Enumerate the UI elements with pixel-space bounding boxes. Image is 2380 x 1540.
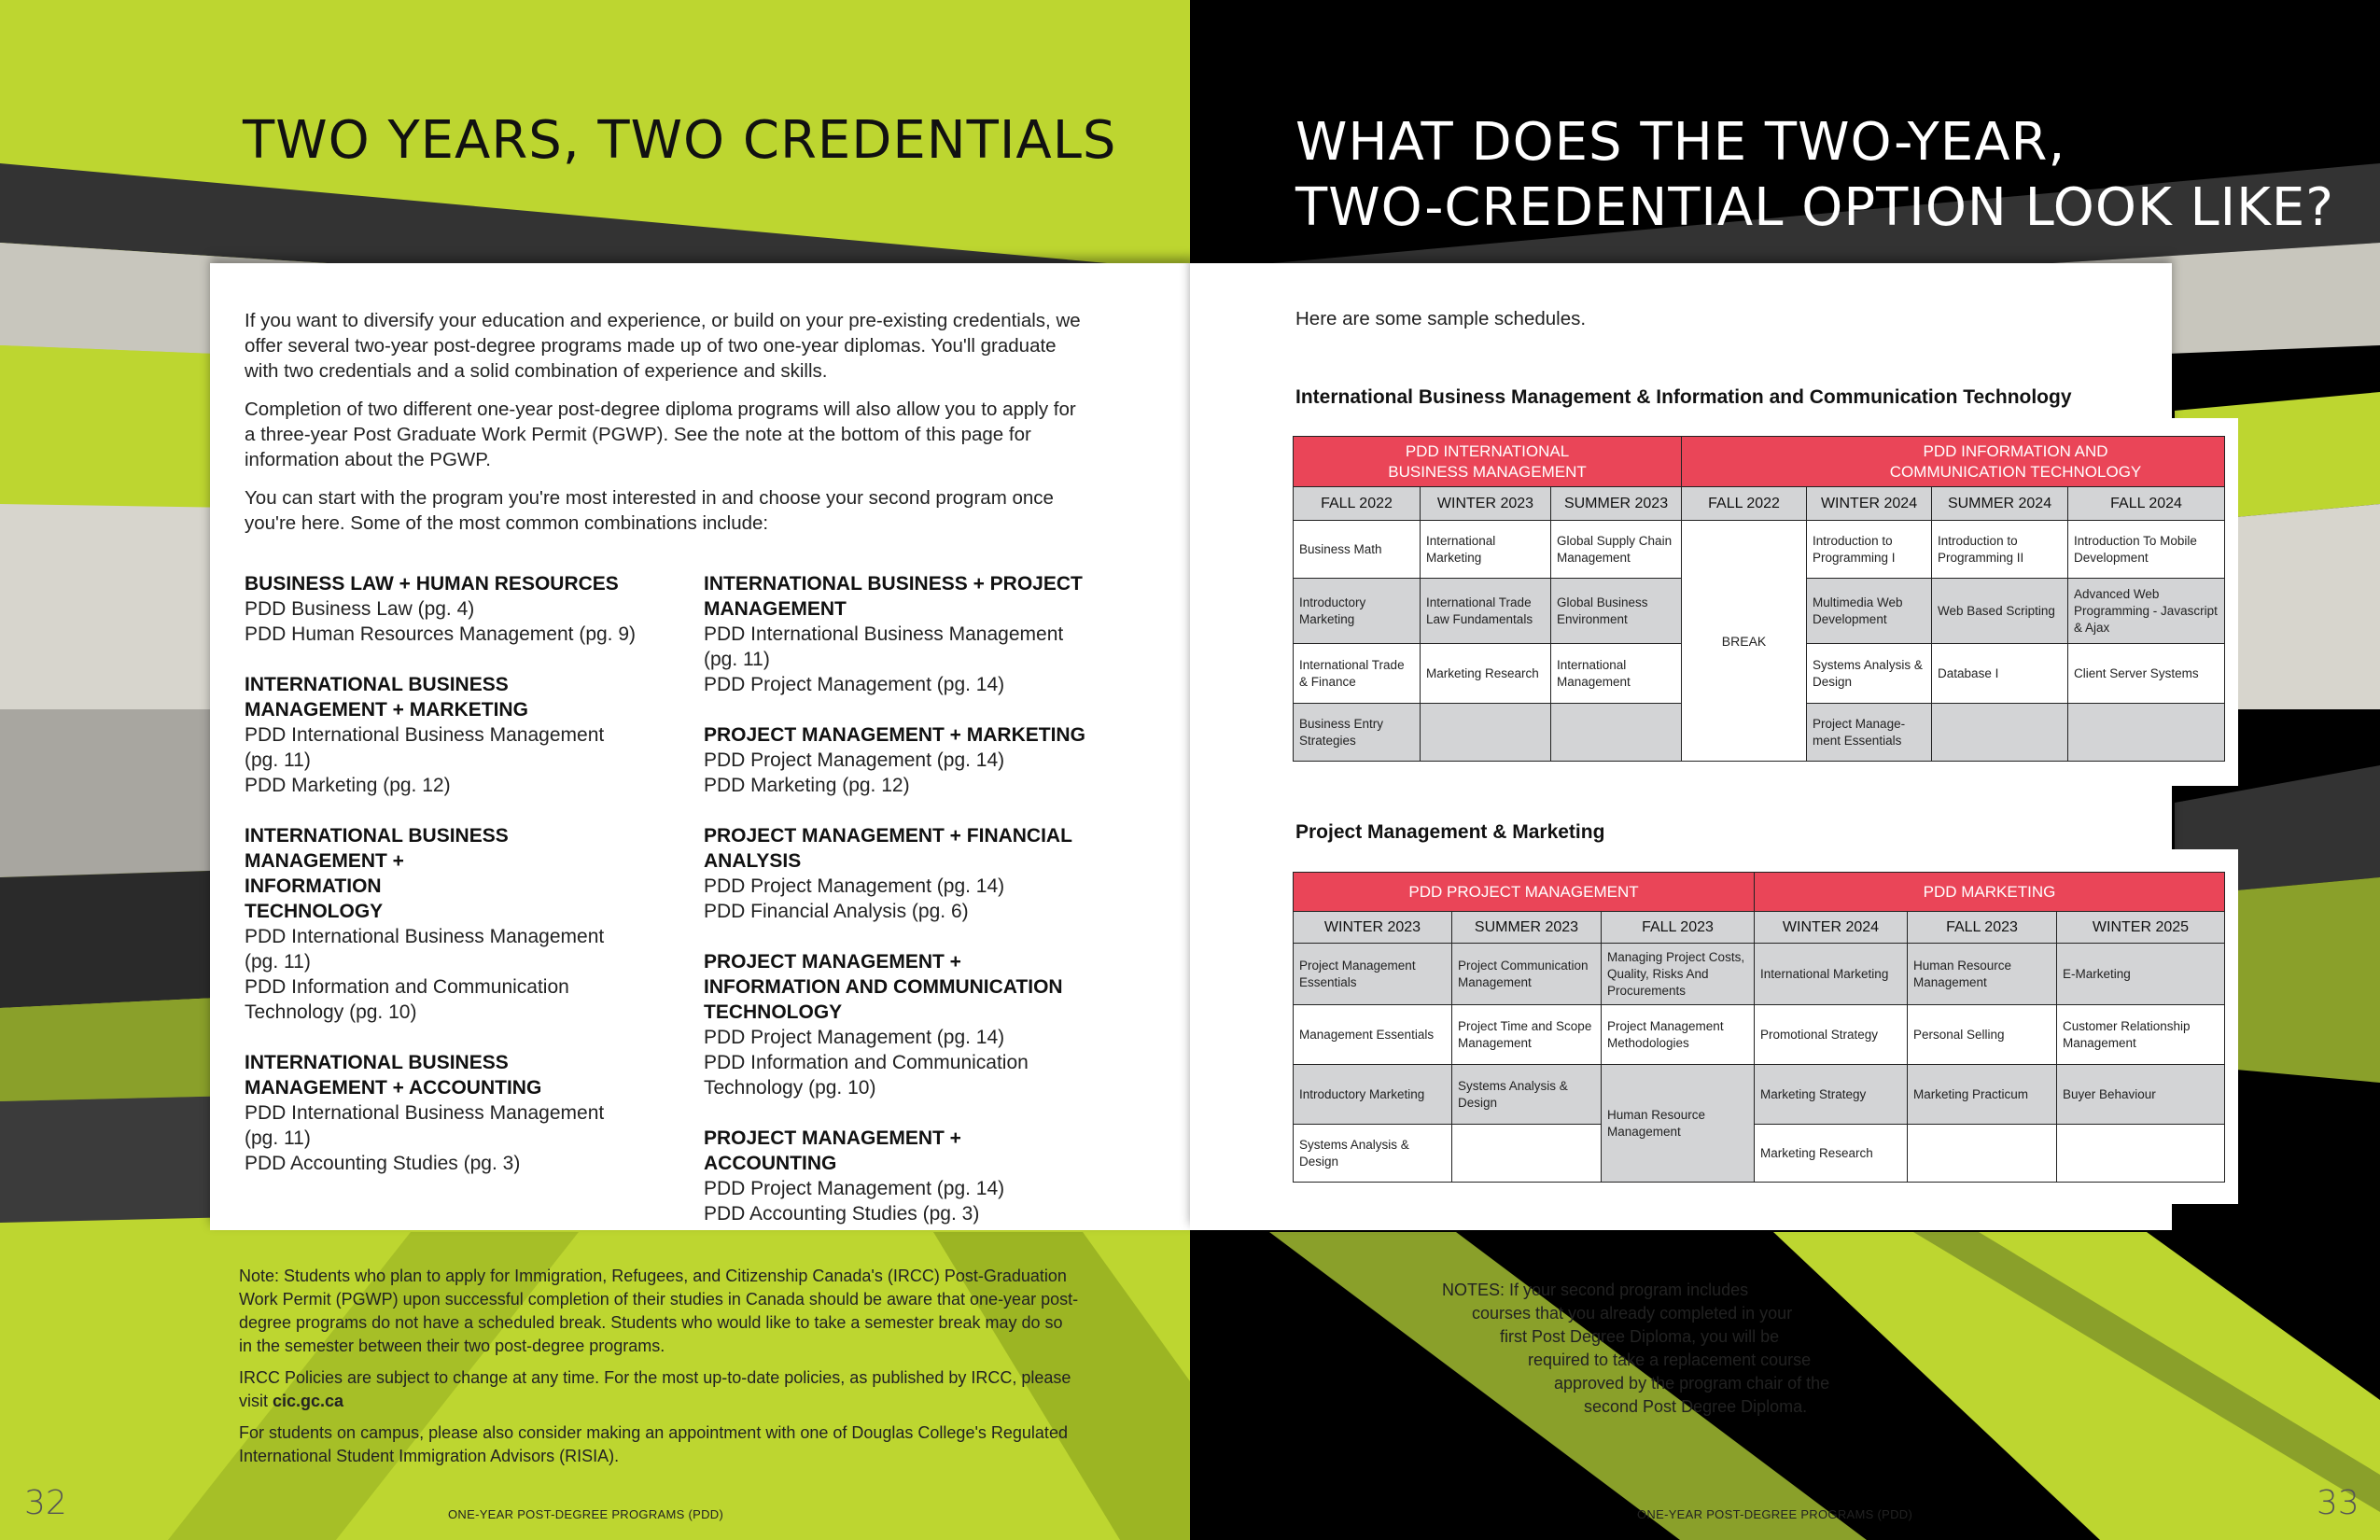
combo-line: PDD Marketing (pg. 12) — [245, 775, 451, 796]
course-cell — [1452, 1125, 1602, 1183]
note-paragraph: For students on campus, please also consider making an appointment with one of Douglas College's Regulated International Student Immigration Advisors (RISIA). — [239, 1423, 1068, 1465]
course-cell: Business Entry Strategies — [1294, 704, 1421, 762]
combo-item — [245, 823, 605, 1025]
course-cell: Systems Analysis & Design — [1807, 644, 1932, 704]
combo-title: PROJECT MANAGEMENT + MARKETING — [704, 724, 1085, 746]
course-cell: Introductory Marketing — [1294, 1065, 1452, 1125]
note-line: NOTES: If your second program includes — [1442, 1281, 1749, 1299]
combo-line: PDD Project Management (pg. 14) — [704, 1027, 1005, 1048]
term-header: FALL 2023 — [1908, 912, 2057, 944]
course-cell: Database I — [1932, 644, 2068, 704]
course-cell: Project Manage-ment Essentials — [1807, 704, 1932, 762]
course-cell: International Trade Law Fundamentals — [1421, 579, 1551, 644]
course-cell: Marketing Research — [1421, 644, 1551, 704]
course-cell: Buyer Behaviour — [2057, 1065, 2225, 1125]
course-cell: Human Resource Management — [1908, 944, 2057, 1005]
program-header: PDD MARKETING — [1755, 873, 2225, 912]
combo-line: PDD Human Resources Management (pg. 9) — [245, 623, 637, 645]
table-row — [1294, 944, 2225, 1005]
course-cell: Introductory Marketing — [1294, 579, 1421, 644]
term-header: SUMMER 2024 — [1932, 487, 2068, 521]
combo-line: PDD Information and Communication Technology (pg. 10) — [704, 1052, 1029, 1099]
combinations-column-2 — [704, 571, 1096, 1252]
course-cell: Managing Project Costs, Quality, Risks And Procurements — [1602, 944, 1755, 1005]
course-cell: Project Communication Management — [1452, 944, 1602, 1005]
course-cell: Project Management Methodologies — [1602, 1005, 1755, 1065]
course-cell: Personal Selling — [1908, 1005, 2057, 1065]
combo-item — [704, 571, 1096, 697]
course-cell: Marketing Research — [1755, 1125, 1908, 1183]
course-cell: Advanced Web Programming - Javascript & Ajax — [2068, 579, 2225, 644]
course-cell: Marketing Practicum — [1908, 1065, 2057, 1125]
table1-title: International Business Management & Information and Communication Technology — [1295, 386, 2072, 408]
program-header — [1682, 437, 2225, 487]
term-header: WINTER 2024 — [1755, 912, 1908, 944]
combo-title: BUSINESS LAW + HUMAN RESOURCES — [245, 573, 619, 595]
combo-line: PDD International Business Management (pg. 11) — [245, 926, 605, 973]
note-line: approved by the program chair of the — [1554, 1374, 1830, 1393]
course-cell: Web Based Scripting — [1932, 579, 2068, 644]
schedule-table-ibm-ict — [1293, 436, 2225, 762]
combo-title: INTERNATIONAL BUSINESS MANAGEMENT + MARKETING — [245, 674, 528, 721]
ircc-link[interactable]: cic.gc.ca — [273, 1392, 344, 1410]
course-cell: Systems Analysis & Design — [1452, 1065, 1602, 1125]
page-title-right — [1295, 110, 2334, 241]
course-cell: Marketing Strategy — [1755, 1065, 1908, 1125]
note-text: IRCC Policies are subject to change at any time. For the most up-to-date policies, as published by IRCC, please visit — [239, 1368, 1071, 1410]
course-cell: International Marketing — [1421, 521, 1551, 579]
combo-line: PDD Business Law (pg. 4) — [245, 598, 475, 620]
course-cell: International Management — [1551, 644, 1682, 704]
combo-item — [245, 672, 637, 798]
table-row — [1294, 1065, 2225, 1125]
course-cell: Project Time and Scope Management — [1452, 1005, 1602, 1065]
note-line: required to take a replacement course — [1528, 1351, 1812, 1369]
table-row — [1294, 1005, 2225, 1065]
course-cell: Global Supply Chain Management — [1551, 521, 1682, 579]
combo-line: PDD Project Management (pg. 14) — [704, 674, 1005, 695]
term-header: WINTER 2024 — [1807, 487, 1932, 521]
term-header: FALL 2024 — [2068, 487, 2225, 521]
table-row — [1294, 521, 2225, 579]
combo-line: PDD Accounting Studies (pg. 3) — [704, 1203, 980, 1225]
combo-line: PDD Project Management (pg. 14) — [704, 749, 1005, 771]
course-cell: Multimedia Web Development — [1807, 579, 1932, 644]
combo-item — [245, 1050, 637, 1176]
running-footer-right: ONE-YEAR POST-DEGREE PROGRAMS (PDD) — [1637, 1507, 1913, 1521]
page-number-left: 32 — [24, 1484, 67, 1522]
combo-line: PDD Project Management (pg. 14) — [704, 875, 1005, 897]
intro-paragraph: If you want to diversify your education and experience, or build on your pre-existing credentials, we offer several two-year post-degree programs made up of two one-year diplomas. You'll graduate with two credentials and a solid combination of experience and skills. — [245, 310, 1081, 382]
combo-item — [704, 823, 1096, 924]
table-row — [1294, 1125, 2225, 1183]
course-cell: E-Marketing — [2057, 944, 2225, 1005]
combo-line: PDD Financial Analysis (pg. 6) — [704, 901, 969, 922]
intro-paragraph: You can start with the program you're most interested in and choose your second program once you're here. Some of the most common combinations include: — [245, 487, 1054, 534]
combo-line: PDD Information and Communication Technology (pg. 10) — [245, 976, 569, 1023]
course-cell: Management Essentials — [1294, 1005, 1452, 1065]
running-footer-left: ONE-YEAR POST-DEGREE PROGRAMS (PDD) — [448, 1507, 724, 1521]
course-cell — [1932, 704, 2068, 762]
combo-line: PDD Marketing (pg. 12) — [704, 775, 910, 796]
term-header: FALL 2022 — [1294, 487, 1421, 521]
break-cell: BREAK — [1682, 521, 1807, 762]
note-line: first Post Degree Diploma, you will be — [1500, 1327, 1780, 1346]
title-line-1: WHAT DOES THE TWO-YEAR, — [1295, 112, 2066, 173]
combo-title: INTERNATIONAL BUSINESS + PROJECT MANAGEMENT — [704, 573, 1083, 620]
combo-item — [704, 1126, 1096, 1226]
combo-title: PROJECT MANAGEMENT + ACCOUNTING — [704, 1127, 961, 1174]
course-cell: Global Business Environment — [1551, 579, 1682, 644]
program-header: PDD PROJECT MANAGEMENT — [1294, 873, 1755, 912]
course-cell — [1551, 704, 1682, 762]
page-title-left: TWO YEARS, TWO CREDENTIALS — [243, 110, 1117, 171]
term-header: FALL 2023 — [1602, 912, 1755, 944]
combinations-column-1 — [245, 571, 637, 1201]
note-line: second Post Degree Diploma. — [1584, 1397, 1808, 1416]
term-header: SUMMER 2023 — [1551, 487, 1682, 521]
program-header-label: PDD INFORMATION AND COMMUNICATION TECHNOLOGY — [1889, 441, 2142, 481]
combo-line: PDD International Business Management (pg. 11) — [245, 1102, 605, 1149]
term-header: WINTER 2025 — [2057, 912, 2225, 944]
course-cell: Customer Relationship Management — [2057, 1005, 2225, 1065]
schedule-table-pm-marketing — [1293, 872, 2225, 1183]
note-paragraph — [239, 1366, 1079, 1413]
combo-item — [704, 722, 1096, 798]
course-cell: Introduction to Programming I — [1807, 521, 1932, 579]
combo-title: PROJECT MANAGEMENT + FINANCIAL ANALYSIS — [704, 825, 1072, 872]
title-line-2: TWO-CREDENTIAL OPTION LOOK LIKE? — [1295, 177, 2335, 238]
combo-title: PROJECT MANAGEMENT + INFORMATION AND COMMUNICATION TECHNOLOGY — [704, 951, 1063, 1023]
term-header: FALL 2022 — [1682, 487, 1807, 521]
note-paragraph: Note: Students who plan to apply for Immigration, Refugees, and Citizenship Canada's (IRCC) Post-Graduation Work Permit (PGWP) upon successful completion of their studies in Canada should be aware that one-year post-degree programs do not have a scheduled break. Students who would like to take a semester break may do so in the semester between their two post-degree programs. — [239, 1267, 1079, 1355]
schedule-intro: Here are some sample schedules. — [1295, 308, 1587, 329]
combo-title: INTERNATIONAL BUSINESS MANAGEMENT + INFORMATION TECHNOLOGY — [245, 825, 509, 922]
program-header — [1294, 437, 1682, 487]
pgwp-note — [239, 1265, 1079, 1477]
course-cell: Introduction To Mobile Development — [2068, 521, 2225, 579]
combo-title: INTERNATIONAL BUSINESS MANAGEMENT + ACCOUNTING — [245, 1052, 542, 1099]
combo-line: PDD International Business Management (pg. 11) — [704, 623, 1064, 670]
term-header: WINTER 2023 — [1421, 487, 1551, 521]
page-number-right: 33 — [2317, 1484, 2359, 1522]
program-header-label: PDD INTERNATIONAL BUSINESS MANAGEMENT — [1388, 441, 1587, 481]
term-header: WINTER 2023 — [1294, 912, 1452, 944]
combo-line: PDD International Business Management (pg. 11) — [245, 724, 605, 771]
combo-item — [245, 571, 637, 647]
course-cell: Client Server Systems — [2068, 644, 2225, 704]
course-cell: Business Math — [1294, 521, 1421, 579]
course-cell — [2057, 1125, 2225, 1183]
term-header: SUMMER 2023 — [1452, 912, 1602, 944]
course-cell — [1421, 704, 1551, 762]
course-cell — [2068, 704, 2225, 762]
table2-title: Project Management & Marketing — [1295, 821, 1605, 843]
course-cell: Project Management Essentials — [1294, 944, 1452, 1005]
course-cell: Human Resource Management — [1602, 1065, 1755, 1183]
combo-line: PDD Project Management (pg. 14) — [704, 1178, 1005, 1199]
course-cell: International Trade & Finance — [1294, 644, 1421, 704]
combo-line: PDD Accounting Studies (pg. 3) — [245, 1153, 521, 1174]
intro-paragraph: Completion of two different one-year post-degree diploma programs will also allow you to apply for a three-year Post Graduate Work Permit (PGWP). See the note at the bottom of this page for information about the PGWP. — [245, 399, 1076, 470]
replacement-course-notes — [1442, 1279, 1909, 1419]
course-cell: Promotional Strategy — [1755, 1005, 1908, 1065]
combo-item — [704, 949, 1096, 1100]
course-cell: Systems Analysis & Design — [1294, 1125, 1452, 1183]
course-cell: Introduction to Programming II — [1932, 521, 2068, 579]
intro-text — [245, 308, 1085, 549]
course-cell: International Marketing — [1755, 944, 1908, 1005]
course-cell — [1908, 1125, 2057, 1183]
note-line: courses that you already completed in your — [1472, 1304, 1793, 1323]
